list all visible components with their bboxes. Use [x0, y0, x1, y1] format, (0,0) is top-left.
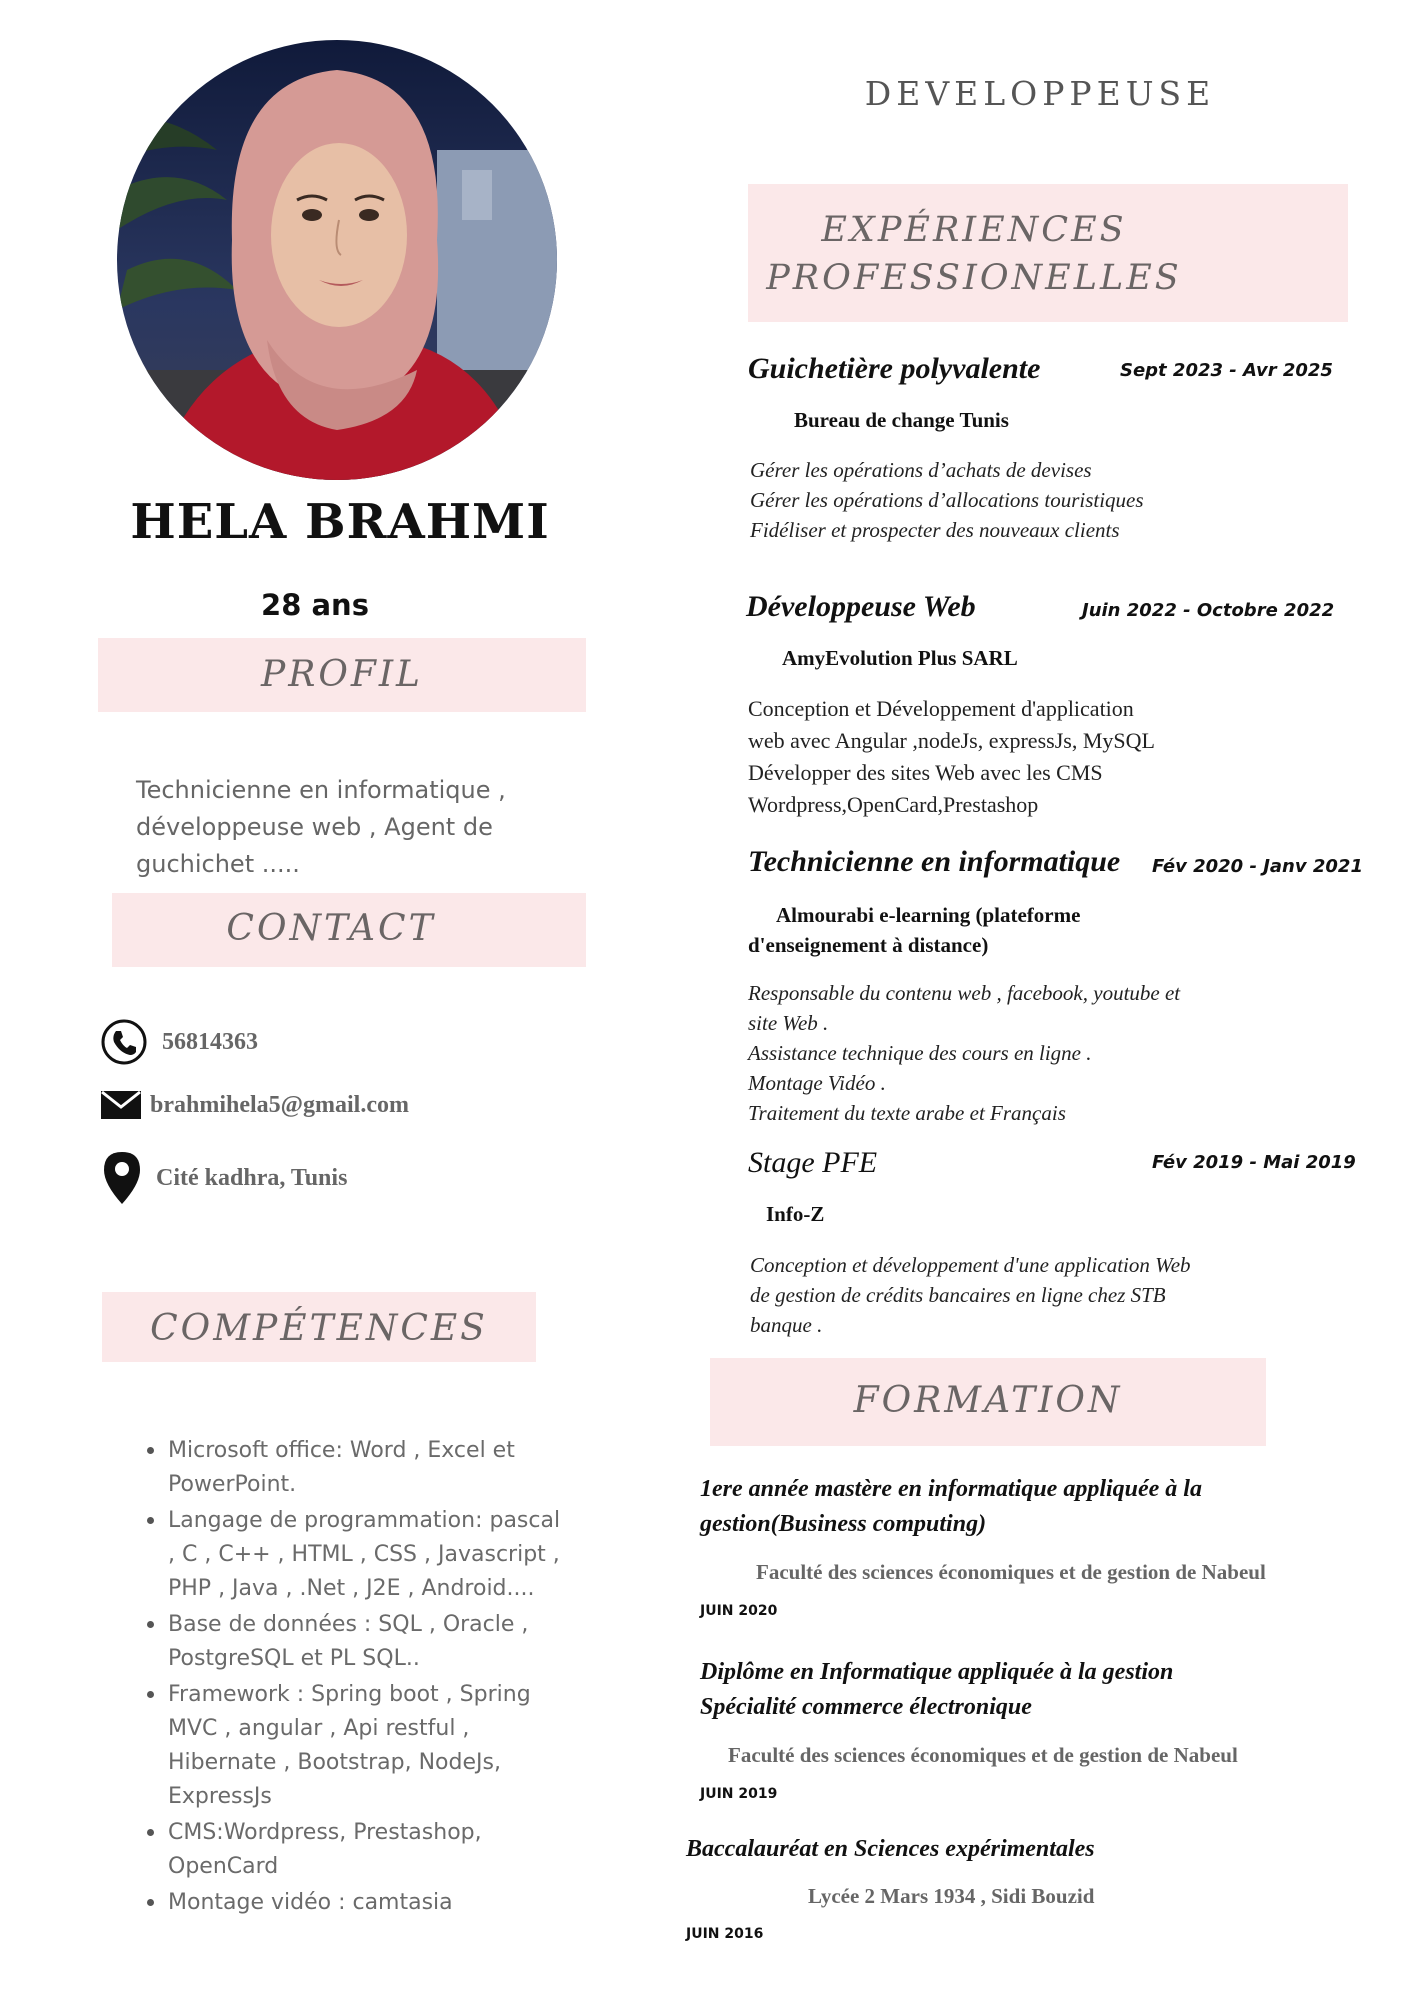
contact-address-row	[102, 1150, 347, 1206]
phone-icon	[100, 1018, 148, 1066]
portrait-illustration	[117, 40, 557, 480]
experience-dates: Fév 2020 - Janv 2021	[1152, 856, 1363, 877]
experience-company: Bureau de change Tunis	[794, 408, 1009, 432]
person-age: 28 ans	[261, 588, 369, 622]
contact-phone-row	[100, 1018, 258, 1066]
skill-item: • Framework : Spring boot , Spring MVC , angular , Api restful , Hibernate , Bootstrap, NodeJs, ExpressJs	[168, 1676, 568, 1814]
experience-description: Conception et développement d'une application Web de gestion de crédits bancaires en ligne chez STB banque .	[750, 1253, 1191, 1337]
skill-item: • Montage vidéo : camtasia	[168, 1884, 568, 1920]
skill-item: • Langage de programmation: pascal , C , C++ , HTML , CSS , Javascript , PHP , Java , .Net , J2E , Android....	[168, 1502, 568, 1606]
contact-address: Cité kadhra, Tunis	[156, 1164, 348, 1191]
experience-description: Responsable du contenu web , facebook, youtube et site Web . Assistance technique des cours en ligne . Montage Vidéo . Traitement du texte arabe et Français	[748, 981, 1181, 1125]
education-date: JUIN 2016	[686, 1926, 764, 1942]
person-name: HELA BRAHMI	[130, 494, 550, 550]
education-school: Faculté des sciences économiques et de gestion de Nabeul	[756, 1560, 1266, 1584]
mail-icon	[100, 1089, 142, 1121]
experience-dates: Juin 2022 - Octobre 2022	[1082, 600, 1335, 621]
experience-dates: Sept 2023 - Avr 2025	[1120, 360, 1333, 381]
profile-photo	[117, 40, 557, 480]
experience-title: Développeuse Web	[746, 590, 976, 623]
experience-company: Almourabi e-learning (plateforme d'enseignement à distance)	[748, 903, 1081, 957]
education-school: Lycée 2 Mars 1934 , Sidi Bouzid	[808, 1884, 1095, 1908]
experience-title: Guichetière polyvalente	[748, 352, 1041, 385]
experience-description: Conception et Développement d'application web avec Angular ,nodeJs, expressJs, MySQL Développer des sites Web avec les CMS Wordpress,OpenCard,Prestashop	[748, 696, 1155, 817]
contact-phone: 56814363	[162, 1028, 258, 1055]
experience-title-line1: EXPÉRIENCES	[821, 210, 1127, 250]
experience-title-line2: PROFESSIONELLES	[766, 258, 1182, 298]
profile-section-title: PROFIL	[261, 654, 423, 695]
contact-section-title: CONTACT	[226, 908, 436, 949]
skill-item: • CMS:Wordpress, Prestashop, OpenCard	[168, 1814, 568, 1884]
education-school: Faculté des sciences économiques et de gestion de Nabeul	[728, 1743, 1238, 1767]
job-title: DEVELOPPEUSE	[864, 74, 1216, 113]
skill-item: • Microsoft office: Word , Excel et PowerPoint.	[168, 1432, 568, 1502]
experience-section-title	[748, 206, 1200, 302]
education-section-title: FORMATION	[853, 1380, 1123, 1421]
experience-company: AmyEvolution Plus SARL	[782, 646, 1018, 670]
skills-section-title: COMPÉTENCES	[150, 1308, 488, 1349]
contact-email: brahmihela5@gmail.com	[150, 1091, 409, 1118]
education-title: Diplôme en Informatique appliquée à la gestion Spécialité commerce électronique	[700, 1659, 1174, 1720]
education-title: 1ere année mastère en informatique appliquée à la gestion(Business computing)	[700, 1476, 1202, 1537]
experience-description: Gérer les opérations d’achats de devises Gérer les opérations d’allocations touristiques Fidéliser et prospecter des nouveaux clients	[750, 458, 1144, 542]
experience-title: Stage PFE	[748, 1146, 878, 1179]
education-date: JUIN 2019	[700, 1786, 778, 1802]
experience-dates: Fév 2019 - Mai 2019	[1152, 1152, 1356, 1173]
location-pin-icon	[102, 1150, 142, 1206]
experience-title: Technicienne en informatique	[748, 845, 1121, 878]
education-date: JUIN 2020	[700, 1603, 778, 1619]
skills-list	[140, 1432, 568, 1920]
education-title: Baccalauréat en Sciences expérimentales	[686, 1836, 1095, 1862]
experience-company: Info-Z	[766, 1202, 825, 1226]
skill-item: • Base de données : SQL , Oracle , PostgreSQL et PL SQL..	[168, 1606, 568, 1676]
contact-email-row	[100, 1089, 409, 1121]
profile-summary: Technicienne en informatique , développeuse web , Agent de guchichet .....	[136, 776, 506, 878]
